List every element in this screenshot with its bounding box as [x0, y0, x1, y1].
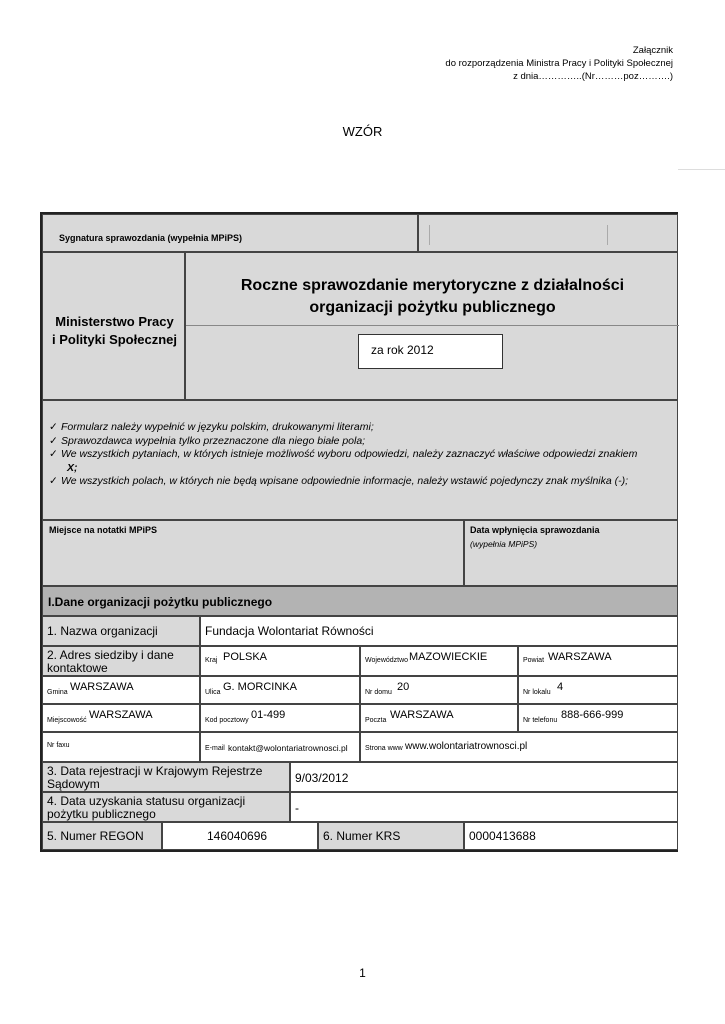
post-office-label: Poczta	[365, 717, 387, 724]
fax-field[interactable]	[42, 732, 200, 762]
page-number: 1	[359, 966, 366, 980]
apartment-number-label: Nr lokalu	[523, 689, 551, 696]
country-value: POLSKA	[223, 651, 268, 663]
signature-cell	[42, 214, 418, 252]
status-date-value: -	[295, 801, 299, 815]
website-field[interactable]	[360, 732, 678, 762]
email-field[interactable]	[200, 732, 360, 762]
fax-label: Nr faxu	[47, 742, 70, 749]
section-header	[42, 586, 678, 616]
divider	[429, 225, 430, 245]
signature-label: Sygnatura sprawozdania (wypełnia MPiPS)	[59, 233, 243, 243]
instruction-x: X;	[67, 461, 78, 474]
received-label: Data wpłynięcia sprawozdania	[470, 525, 600, 535]
received-date-cell	[464, 520, 678, 586]
attachment-line1: Załącznik	[632, 45, 673, 56]
email-label: E-mail	[205, 745, 225, 752]
registration-label-cell	[42, 762, 290, 792]
phone-label: Nr telefonu	[523, 717, 558, 724]
org-name-label: 1. Nazwa organizacji	[47, 624, 158, 638]
org-name-value: Fundacja Wolontariat Równości	[205, 624, 374, 638]
krs-label-cell	[318, 822, 464, 850]
address-label-cell	[42, 646, 200, 676]
voivodeship-field[interactable]	[360, 646, 518, 676]
commune-value: WARSZAWA	[70, 681, 134, 693]
notes-label: Miejsce na notatki MPiPS	[49, 525, 158, 535]
wzor-heading: WZÓR	[342, 124, 383, 139]
postal-code-value: 01-499	[251, 709, 286, 721]
krs-value: 0000413688	[469, 829, 536, 843]
report-form	[40, 212, 678, 852]
title-line1: Roczne sprawozdanie merytoryczne z działalności	[240, 277, 625, 294]
apartment-number-value: 4	[557, 681, 564, 693]
instruction-item	[49, 448, 673, 475]
voivodeship-value: MAZOWIECKIE	[409, 651, 488, 663]
instruction-item: ✓ We wszystkich polach, w których nie będą wpisane odpowiednie informacje, należy wstawić pojedynczy znak myślnika (-);	[49, 475, 673, 489]
house-number-field[interactable]	[360, 676, 518, 704]
regon-field[interactable]	[162, 822, 318, 850]
ministry-cell	[42, 252, 185, 400]
regon-label-cell	[42, 822, 162, 850]
country-label: Kraj	[205, 657, 218, 664]
attachment-note	[445, 44, 673, 83]
house-number-value: 20	[397, 681, 410, 693]
attachment-line3: z dnia…………..(Nr………poz……….)	[513, 71, 673, 82]
county-label: Powiat	[523, 657, 545, 664]
email-value: kontakt@wolontariatrownosci.pl	[228, 743, 348, 753]
title-line2: organizacji pożytku publicznego	[309, 299, 556, 316]
registration-date-field[interactable]	[290, 762, 678, 792]
notes-cell	[42, 520, 464, 586]
year-field[interactable]	[358, 334, 503, 369]
krs-field[interactable]	[464, 822, 678, 850]
ministry-line2: i Polityki Społecznej	[52, 332, 177, 347]
org-name-label-cell	[42, 616, 200, 646]
instruction-item: ✓ Sprawozdawca wypełnia tylko przeznaczone dla niego białe pola;	[49, 435, 673, 449]
phone-field[interactable]	[518, 704, 678, 732]
commune-label: Gmina	[47, 689, 68, 696]
house-number-label: Nr domu	[365, 689, 392, 696]
divider	[186, 325, 679, 326]
attachment-line2: do rozporządzenia Ministra Pracy i Polityki Społecznej	[445, 58, 673, 69]
county-value: WARSZAWA	[548, 651, 612, 663]
received-sub: (wypełnia MPiPS)	[470, 539, 538, 549]
instructions-cell	[42, 400, 678, 520]
divider	[607, 225, 608, 245]
locality-label: Miejscowość	[47, 717, 87, 724]
ministry-line1: Ministerstwo Pracy	[55, 314, 174, 329]
voivodeship-label: Województwo	[365, 657, 409, 664]
divider	[678, 169, 725, 170]
apartment-number-field[interactable]	[518, 676, 678, 704]
post-office-field[interactable]	[360, 704, 518, 732]
report-title	[186, 275, 679, 319]
krs-label: 6. Numer KRS	[323, 829, 401, 843]
instructions-list	[49, 421, 673, 489]
registration-label: 3. Data rejestracji w Krajowym Rejestrze Sądowym	[47, 764, 263, 791]
street-field[interactable]	[200, 676, 360, 704]
signature-value-cell	[418, 214, 678, 252]
phone-value: 888-666-999	[561, 709, 624, 721]
post-office-value: WARSZAWA	[390, 709, 454, 721]
address-label: 2. Adres siedziby i dane kontaktowe	[47, 648, 174, 675]
regon-value: 146040696	[207, 829, 268, 843]
locality-field[interactable]	[42, 704, 200, 732]
locality-value: WARSZAWA	[89, 709, 153, 721]
street-value: G. MORCINKA	[223, 681, 297, 693]
website-value: www.wolontariatrownosci.pl	[405, 741, 528, 752]
status-label-cell	[42, 792, 290, 822]
website-label: Strona www	[365, 745, 403, 752]
street-label: Ulica	[205, 689, 221, 696]
instruction-text: We wszystkich pytaniach, w których istnieje możliwość wyboru odpowiedzi, należy zaznaczyć właściwe odpowiedzi znakiem	[61, 448, 638, 460]
org-name-field[interactable]	[200, 616, 678, 646]
section-title: I.Dane organizacji pożytku publicznego	[48, 595, 273, 609]
status-label: 4. Data uzyskania statusu organizacji pożytku publicznego	[47, 794, 246, 821]
title-cell	[185, 252, 678, 400]
regon-label: 5. Numer REGON	[47, 829, 144, 843]
postal-code-label: Kod pocztowy	[205, 717, 249, 724]
instruction-item: ✓ Formularz należy wypełnić w języku polskim, drukowanymi literami;	[49, 421, 673, 435]
status-date-field[interactable]	[290, 792, 678, 822]
county-field[interactable]	[518, 646, 678, 676]
postal-code-field[interactable]	[200, 704, 360, 732]
registration-date-value: 9/03/2012	[295, 771, 349, 785]
ministry-name	[43, 313, 186, 349]
year-label: za rok 2012	[371, 343, 434, 357]
country-field[interactable]	[200, 646, 360, 676]
commune-field[interactable]	[42, 676, 200, 704]
